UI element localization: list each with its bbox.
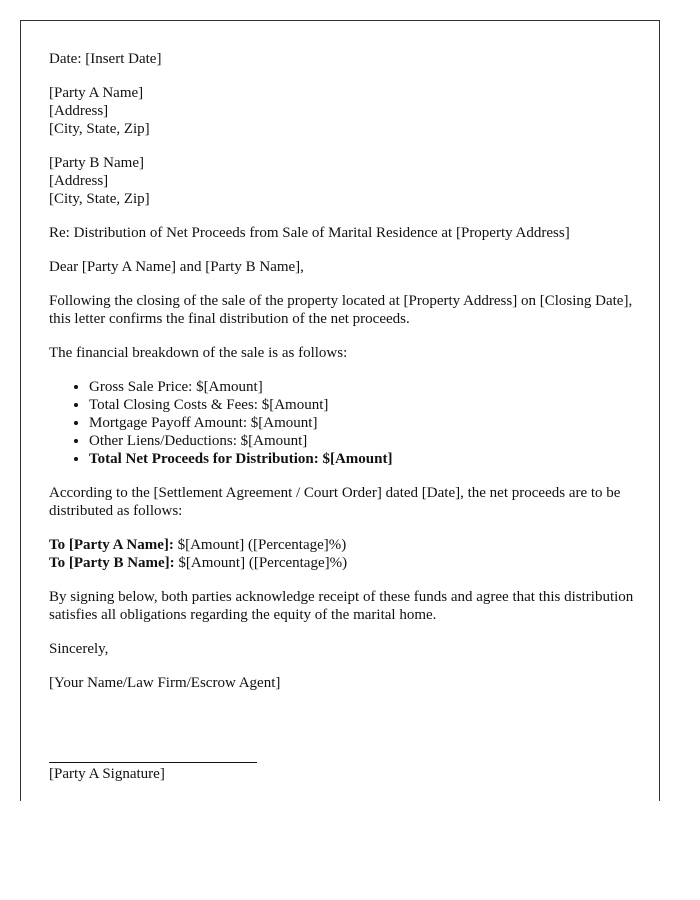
breakdown-item-gross-sale-price: • Gross Sale Price: $[Amount] xyxy=(89,378,639,396)
letter-page xyxy=(20,20,660,801)
breakdown-list xyxy=(49,378,639,468)
distribution-party-b xyxy=(49,554,639,572)
party-a-signature-label: [Party A Signature] xyxy=(49,766,165,782)
distribution-party-a-label: To [Party A Name]: xyxy=(49,537,174,553)
date-line: Date: [Insert Date] xyxy=(49,51,162,67)
signature-line xyxy=(49,762,257,763)
party-a-address-block xyxy=(49,84,639,138)
distribution-intro: According to the [Settlement Agreement / Court Order] dated [Date], the net proceeds are to be distributed as follows: xyxy=(49,485,621,519)
signature-space xyxy=(49,708,639,762)
party-b-address-block xyxy=(49,154,639,208)
party-a-address: [Address] xyxy=(49,103,109,119)
distribution-party-a-value: $[Amount] ([Percentage]%) xyxy=(173,537,347,553)
distribution-block xyxy=(49,536,639,572)
breakdown-intro: The financial breakdown of the sale is as follows: xyxy=(49,345,348,361)
signer-name: [Your Name/Law Firm/Escrow Agent] xyxy=(49,675,281,691)
party-a-city-state-zip: [City, State, Zip] xyxy=(49,121,150,137)
distribution-party-a xyxy=(49,536,639,554)
closing: Sincerely, xyxy=(49,641,109,657)
acknowledgment-paragraph: By signing below, both parties acknowledge receipt of these funds and agree that this distribution satisfies all obligations regarding the equity of the marital home. xyxy=(49,589,634,623)
breakdown-item-closing-costs: • Total Closing Costs & Fees: $[Amount] xyxy=(89,396,639,414)
distribution-party-b-value: $[Amount] ([Percentage]%) xyxy=(174,555,348,571)
salutation: Dear [Party A Name] and [Party B Name], xyxy=(49,259,304,275)
intro-paragraph: Following the closing of the sale of the property located at [Property Address] on [Closing Date], this letter confirms the final distribution of the net proceeds. xyxy=(49,293,633,327)
letter-content xyxy=(49,50,639,783)
distribution-party-b-label: To [Party B Name]: xyxy=(49,555,175,571)
party-b-name: [Party B Name] xyxy=(49,155,144,171)
breakdown-item-mortgage-payoff: • Mortgage Payoff Amount: $[Amount] xyxy=(89,414,639,432)
party-b-city-state-zip: [City, State, Zip] xyxy=(49,191,150,207)
party-b-address: [Address] xyxy=(49,173,109,189)
subject-line: Re: Distribution of Net Proceeds from Sale of Marital Residence at [Property Address] xyxy=(49,225,570,241)
breakdown-item-net-total: • Total Net Proceeds for Distribution: $[Amount] xyxy=(89,450,639,468)
party-a-name: [Party A Name] xyxy=(49,85,144,101)
breakdown-item-other-liens: • Other Liens/Deductions: $[Amount] xyxy=(89,432,639,450)
